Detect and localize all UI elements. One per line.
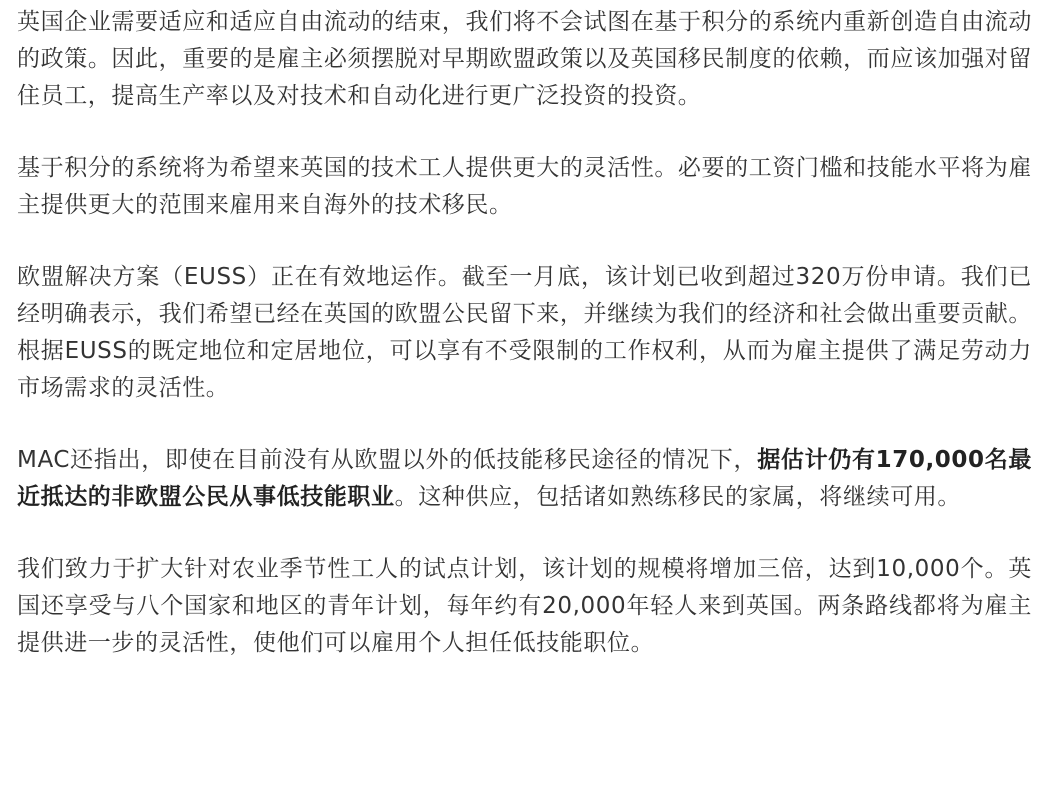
paragraph-1 bbox=[17, 4, 1032, 115]
paragraph-3 bbox=[17, 259, 1032, 407]
paragraph-5 bbox=[17, 551, 1032, 662]
paragraph-text: 基于积分的系统将为希望来英国的技术工人提供更大的灵活性。必要的工资门槛和技能水平将为雇主提供更大的范围来雇用来自海外的技术移民。 bbox=[17, 155, 1032, 218]
highlighted-text: 据估计仍有170,000名最近抵达的非欧盟公民从事低技能职业 bbox=[17, 447, 1032, 510]
paragraph-text: 英国企业需要适应和适应自由流动的结束，我们将不会试图在基于积分的系统内重新创造自由流动的政策。因此，重要的是雇主必须摆脱对早期欧盟政策以及英国移民制度的依赖，而应该加强对留住员工，提高生产率以及对技术和自动化进行更广泛投资的投资。 bbox=[17, 9, 1032, 109]
paragraph-4 bbox=[17, 442, 1032, 516]
paragraph-text: 我们致力于扩大针对农业季节性工人的试点计划，该计划的规模将增加三倍，达到10,000个。英国还享受与八个国家和地区的青年计划，每年约有20,000年轻人来到英国。两条路线都将为雇主提供进一步的灵活性，使他们可以雇用个人担任低技能职位。 bbox=[17, 556, 1032, 656]
paragraph-2 bbox=[17, 150, 1032, 224]
paragraph-text: 。这种供应，包括诸如熟练移民的家属，将继续可用。 bbox=[394, 484, 962, 510]
paragraph-text: 欧盟解决方案（EUSS）正在有效地运作。截至一月底，该计划已收到超过320万份申请。我们已经明确表示，我们希望已经在英国的欧盟公民留下来，并继续为我们的经济和社会做出重要贡献。根据EUSS的既定地位和定居地位，可以享有不受限制的工作权利，从而为雇主提供了满足劳动力市场需求的灵活性。 bbox=[17, 264, 1032, 401]
paragraph-text: MAC还指出，即使在目前没有从欧盟以外的低技能移民途径的情况下， bbox=[17, 447, 758, 473]
